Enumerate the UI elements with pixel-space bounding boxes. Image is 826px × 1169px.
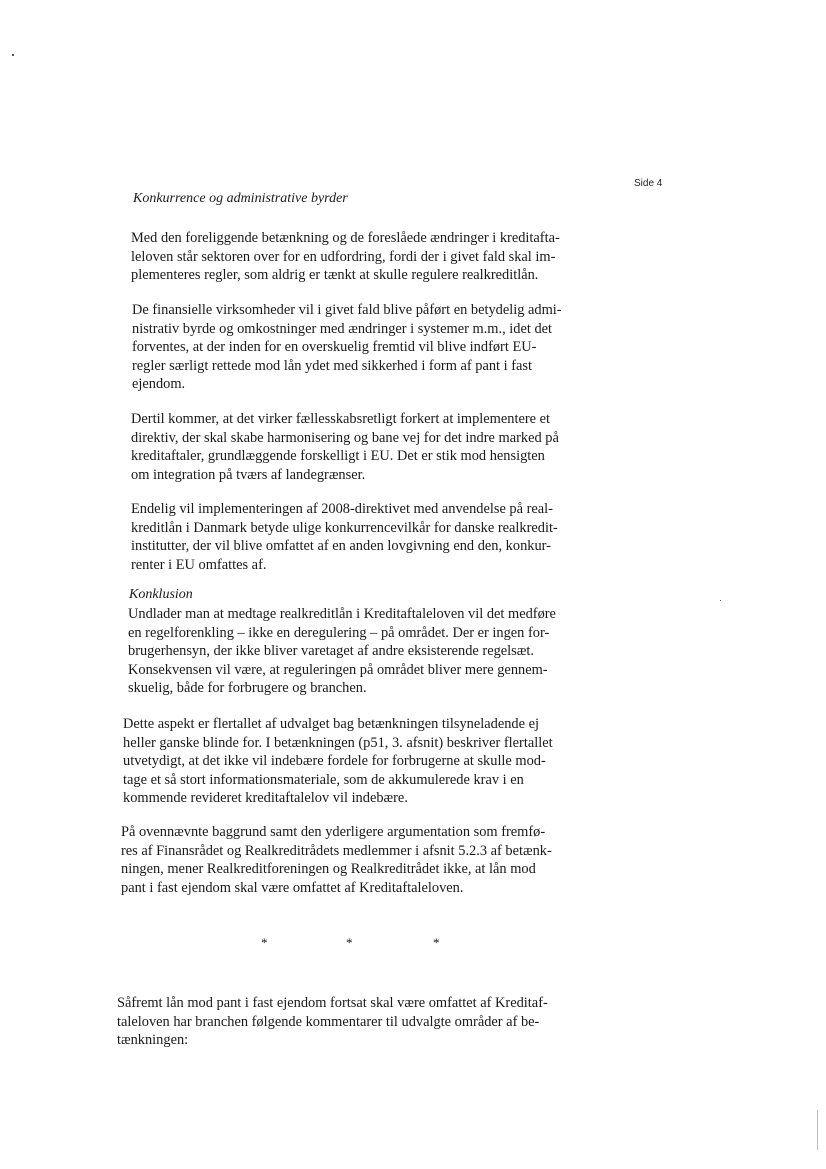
text-line: renter i EU omfattes af. xyxy=(131,556,267,573)
text-line: Undlader man at medtage realkreditlån i Kreditaftaleloven vil det medføre xyxy=(128,606,556,622)
text-line: kommende revideret kreditaftalelov vil indebære. xyxy=(123,790,408,806)
text-line: skuelig, både for forbrugere og branchen. xyxy=(128,680,367,696)
text-line: plementeres regler, som aldrig er tænkt at skulle regulere realkreditlån. xyxy=(131,267,539,283)
text-line: forventes, at der inden for en overskuelig fremtid vil blive indført EU- xyxy=(132,339,537,355)
section-heading: Konkurrence og administrative byrder xyxy=(133,191,348,206)
text-line: institutter, der vil blive omfattet af en anden lovgivning end den, konkur- xyxy=(131,538,551,554)
text-line: ningen, mener Realkreditforeningen og Realkreditrådet ikke, at lån mod xyxy=(121,861,536,877)
text-line: Dertil kommer, at det virker fællesskabsretligt forkert at implementere et xyxy=(131,411,551,427)
text-line: Med den foreliggende betænkning og de foreslåede ændringer i kreditafta- xyxy=(131,230,560,246)
scan-speck xyxy=(720,600,721,601)
paragraph xyxy=(128,605,598,698)
text-line: en regelforenkling – ikke en deregulering – på området. Der er ingen for- xyxy=(128,624,550,641)
text-line: taleloven har branchen følgende kommentarer til udvalgte områder af be- xyxy=(117,1013,540,1030)
paragraph xyxy=(131,229,601,285)
text-line: Såfremt lån mod pant i fast ejendom fortsat skal være omfattet af Kreditaf- xyxy=(117,995,548,1011)
separator-star: * xyxy=(261,935,268,950)
text-line: På ovennævnte baggrund samt den yderligere argumentation som fremfø- xyxy=(121,824,546,840)
paragraph xyxy=(121,823,591,897)
text-line: heller ganske blinde for. I betænkningen (p51, 3. afsnit) beskriver flertallet xyxy=(123,734,553,751)
separator-star: * xyxy=(433,935,440,950)
text-line: brugerhensyn, der ikke bliver varetaget af andre eksisterende regelsæt. xyxy=(128,643,534,659)
text-line: kreditaftaler, grundlæggende forskelligt i EU. Det er stik mod hensigten xyxy=(131,448,545,464)
text-line: ejendom. xyxy=(132,376,186,392)
text-line: direktiv, der skal skabe harmonisering og bane vej for det indre marked på xyxy=(131,429,559,446)
text-line: res af Finansrådet og Realkreditrådets medlemmer i afsnit 5.2.3 af betænk- xyxy=(121,842,552,859)
text-line: Endelig vil implementeringen af 2008-direktivet med anvendelse på real- xyxy=(131,501,553,517)
conclusion-heading: Konklusion xyxy=(129,587,193,602)
text-line: Konsekvensen vil være, at reguleringen på området bliver mere gennem- xyxy=(128,661,548,678)
paragraph xyxy=(132,301,602,394)
text-line: Dette aspekt er flertallet af udvalget bag betænkningen tilsyneladende ej xyxy=(123,716,539,732)
text-line: tage et så stort informationsmateriale, som de akkumulerede krav i en xyxy=(123,771,524,788)
paragraph xyxy=(123,715,593,808)
paragraph xyxy=(117,994,587,1050)
text-line: nistrativ byrde og omkostninger med ændringer i systemer m.m., idet det xyxy=(132,320,553,337)
text-line: regler særligt rettede mod lån ydet med sikkerhed i form af pant i fast xyxy=(132,357,533,374)
paragraph xyxy=(131,500,601,574)
section-separator xyxy=(0,935,826,951)
separator-star: * xyxy=(346,935,353,950)
text-line: om integration på tværs af landegrænser. xyxy=(131,466,366,483)
scan-speck xyxy=(12,54,14,56)
page-number: Side 4 xyxy=(634,178,663,189)
text-line: leloven står sektoren over for en udfordring, fordi der i givet fald skal im- xyxy=(131,248,556,265)
text-line: tænkningen: xyxy=(117,1032,189,1048)
text-line: utvetydigt, at det ikke vil indebære fordele for forbrugerne at skulle mod- xyxy=(123,753,546,769)
text-line: pant i fast ejendom skal være omfattet af Kreditaftaleloven. xyxy=(121,879,464,896)
scan-edge-mark xyxy=(817,1110,818,1150)
text-line: De finansielle virksomheder vil i givet fald blive påført en betydelig admi- xyxy=(132,302,562,318)
paragraph xyxy=(131,410,601,484)
text-line: kreditlån i Danmark betyde ulige konkurrencevilkår for danske realkredit- xyxy=(131,519,558,536)
